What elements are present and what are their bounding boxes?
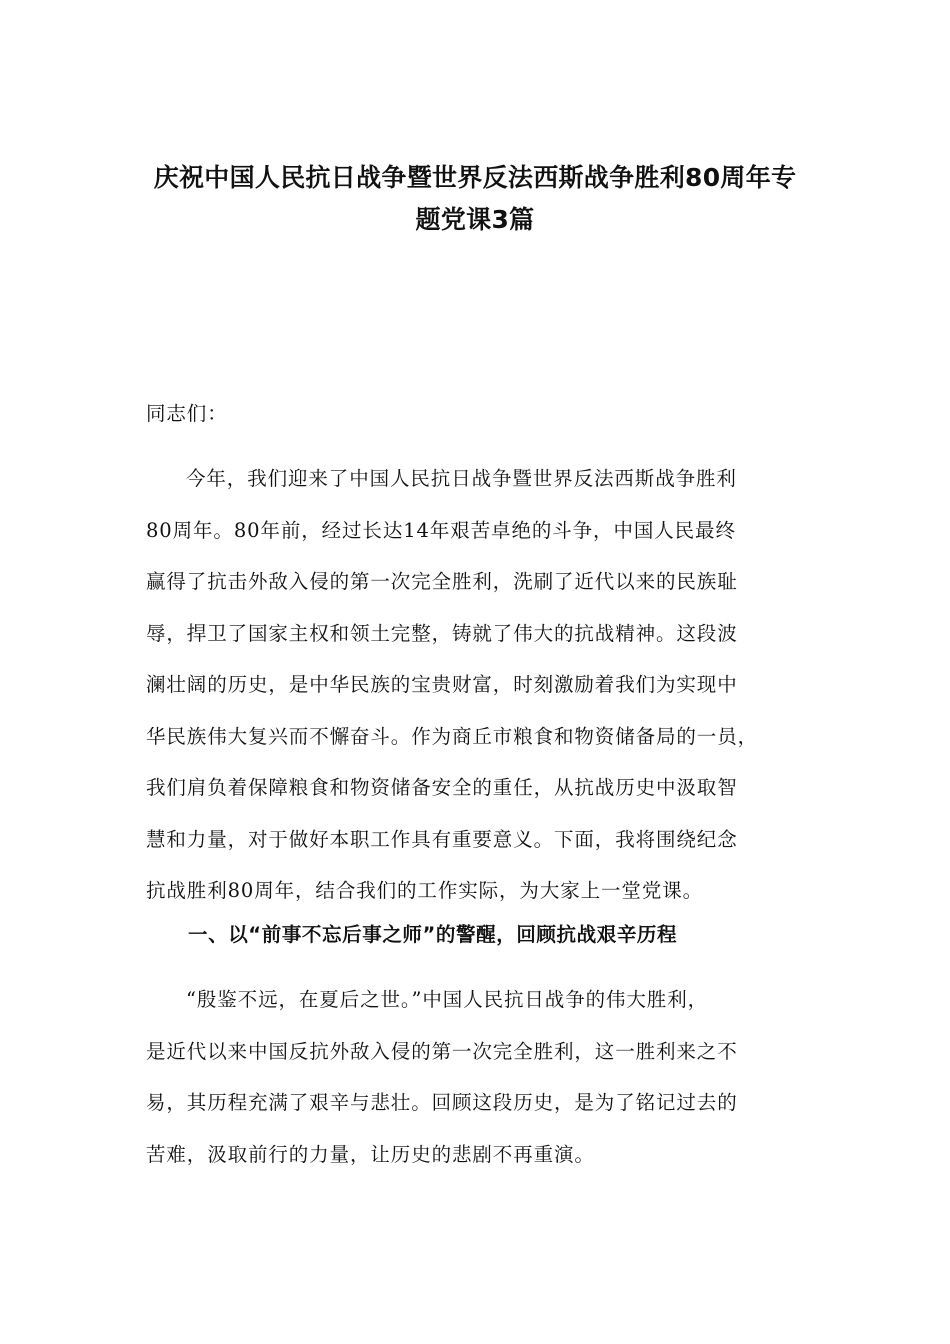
paragraph-line: 今年，我们迎来了中国人民抗日战争暨世界反法西斯战争胜利	[186, 467, 737, 490]
salutation: 同志们：	[146, 402, 228, 425]
paragraph-line: 我们肩负着保障粮食和物资储备安全的重任，从抗战历史中汲取智	[146, 776, 738, 799]
document-title	[120, 157, 830, 241]
section-heading: 一、以“前事不忘后事之师”的警醒，回顾抗战艰辛历程	[188, 923, 678, 946]
paragraph-line: 慧和力量，对于做好本职工作具有重要意义。下面，我将围绕纪念	[146, 827, 738, 851]
paragraph-line: 华民族伟大复兴而不懈奋斗。作为商丘市粮食和物资储备局的一员，	[146, 724, 759, 748]
paragraph-line: 赢得了抗击外敌入侵的第一次完全胜利，洗刷了近代以来的民族耻	[146, 570, 738, 593]
title-line: 题党课3篇	[415, 205, 535, 234]
paragraph-2	[146, 974, 806, 1180]
paragraph-line: 是近代以来中国反抗外敌入侵的第一次完全胜利，这一胜利来之不	[146, 1039, 738, 1063]
title-line: 庆祝中国人民抗日战争暨世界反法西斯战争胜利80周年专	[153, 163, 797, 192]
paragraph-line: 易，其历程充满了艰辛与悲壮。回顾这段历史，是为了铭记过去的	[146, 1091, 738, 1114]
paragraph-line: 苦难，汲取前行的力量，让历史的悲剧不再重演。	[146, 1142, 595, 1166]
paragraph-line: 80周年。80年前，经过长达14年艰苦卓绝的斗争，中国人民最终	[146, 518, 736, 542]
paragraph-1	[146, 453, 806, 917]
paragraph-line: 辱，捍卫了国家主权和领土完整，铸就了伟大的抗战精神。这段波	[146, 621, 738, 645]
paragraph-line: 澜壮阔的历史，是中华民族的宝贵财富，时刻激励着我们为实现中	[146, 673, 738, 696]
paragraph-line: 抗战胜利80周年，结合我们的工作实际，为大家上一堂党课。	[146, 879, 704, 902]
paragraph-line: “殷鉴不远，在夏后之世。”中国人民抗日战争的伟大胜利，	[186, 988, 708, 1011]
